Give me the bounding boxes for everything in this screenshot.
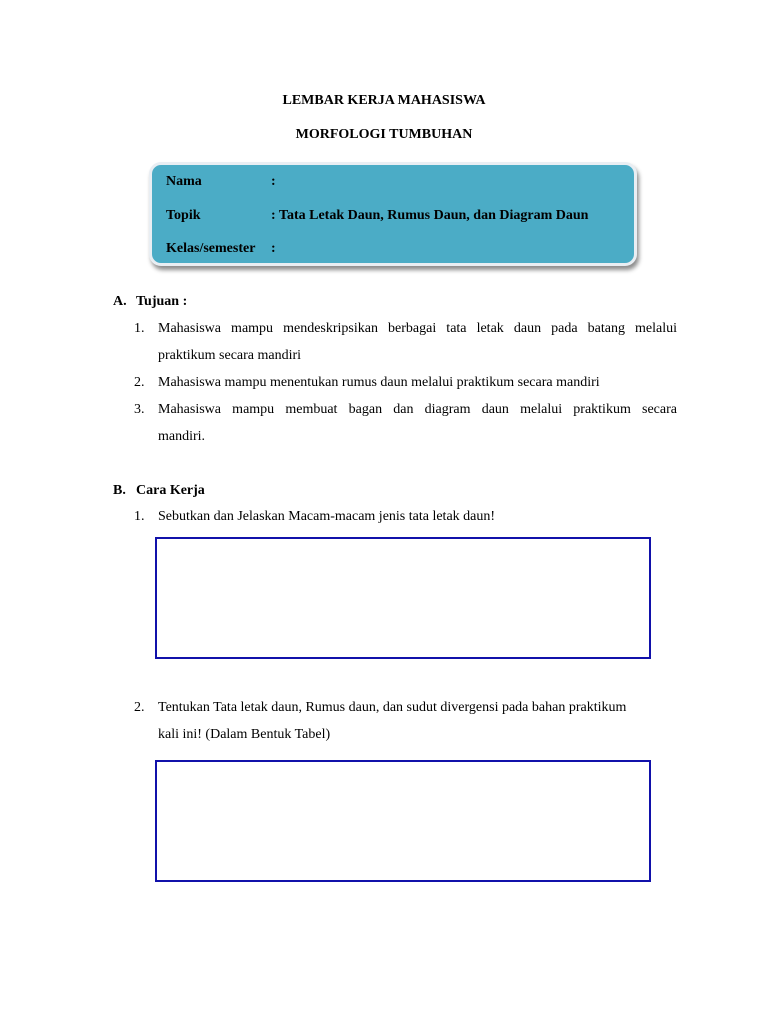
nama-value: : [271,174,276,189]
item-number: 2. [134,375,145,390]
answer-box-1[interactable] [155,537,651,659]
section-a-letter: A. [113,294,127,309]
item-text-line: Mahasiswa mampu membuat bagan dan diagram daun melalui praktikum secara [158,402,677,417]
item-text-line: praktikum secara mandiri [158,348,302,363]
topik-value: : Tata Letak Daun, Rumus Daun, dan Diagram Daun [271,208,589,223]
item-text-line: kali ini! (Dalam Bentuk Tabel) [158,727,331,742]
section-b-letter: B. [113,483,126,498]
kelas-value: : [271,241,276,256]
item-text-line: Sebutkan dan Jelaskan Macam-macam jenis tata letak daun! [158,509,496,524]
section-a-title: Tujuan : [136,294,188,309]
nama-label: Nama [166,174,202,189]
item-text-line: Mahasiswa mampu mendeskripsikan berbagai tata letak daun pada batang melalui [158,321,677,336]
kelas-label: Kelas/semester [166,241,256,256]
answer-box-2[interactable] [155,760,651,882]
student-info-box [149,162,637,266]
item-text-line: Tentukan Tata letak daun, Rumus daun, dan sudut divergensi pada bahan praktikum [158,700,627,715]
item-number: 1. [134,509,145,524]
worksheet-subtitle: MORFOLOGI TUMBUHAN [295,127,473,142]
item-number: 1. [134,321,145,336]
item-text-line: Mahasiswa mampu menentukan rumus daun melalui praktikum secara mandiri [158,375,600,390]
item-number: 3. [134,402,145,417]
item-text-line: mandiri. [158,429,206,444]
topik-label: Topik [166,208,201,223]
section-b-title: Cara Kerja [136,483,205,498]
worksheet-title: LEMBAR KERJA MAHASISWA [282,93,486,108]
item-number: 2. [134,700,145,715]
